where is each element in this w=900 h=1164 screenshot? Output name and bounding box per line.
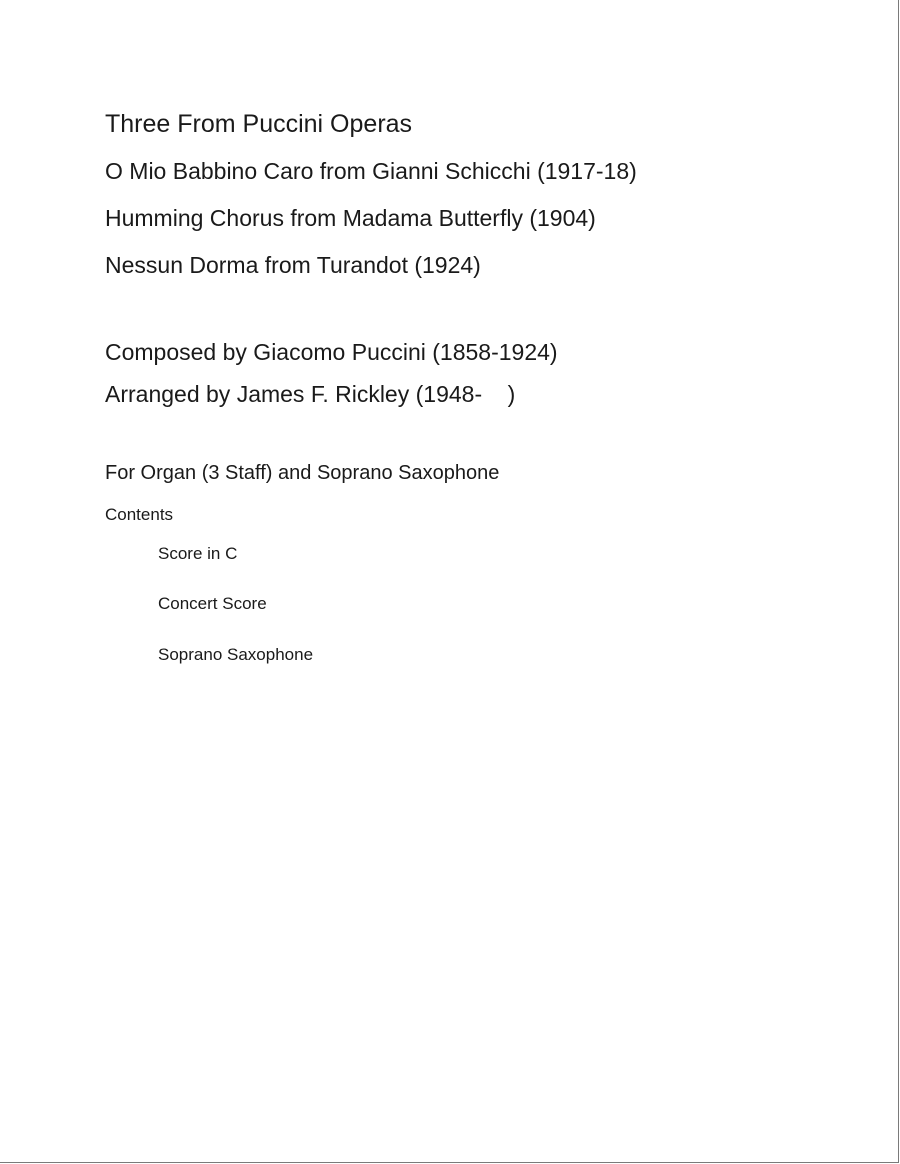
- arranger-credit: Arranged by James F. Rickley (1948- ): [105, 381, 516, 407]
- contents-item-concert-score: Concert Score: [158, 594, 267, 613]
- work-item-1: O Mio Babbino Caro from Gianni Schicchi (1917-18): [105, 158, 637, 184]
- contents-item-soprano-saxophone: Soprano Saxophone: [158, 645, 314, 664]
- work-item-2: Humming Chorus from Madama Butterfly (1904): [105, 205, 596, 231]
- composer-credit: Composed by Giacomo Puccini (1858-1924): [105, 339, 558, 365]
- contents-heading: Contents: [105, 505, 174, 524]
- work-item-3: Nessun Dorma from Turandot (1924): [105, 252, 481, 278]
- instrumentation: For Organ (3 Staff) and Soprano Saxophone: [105, 462, 500, 484]
- document-title: Three From Puccini Operas: [105, 110, 413, 138]
- contents-item-score-in-c: Score in C: [158, 544, 238, 563]
